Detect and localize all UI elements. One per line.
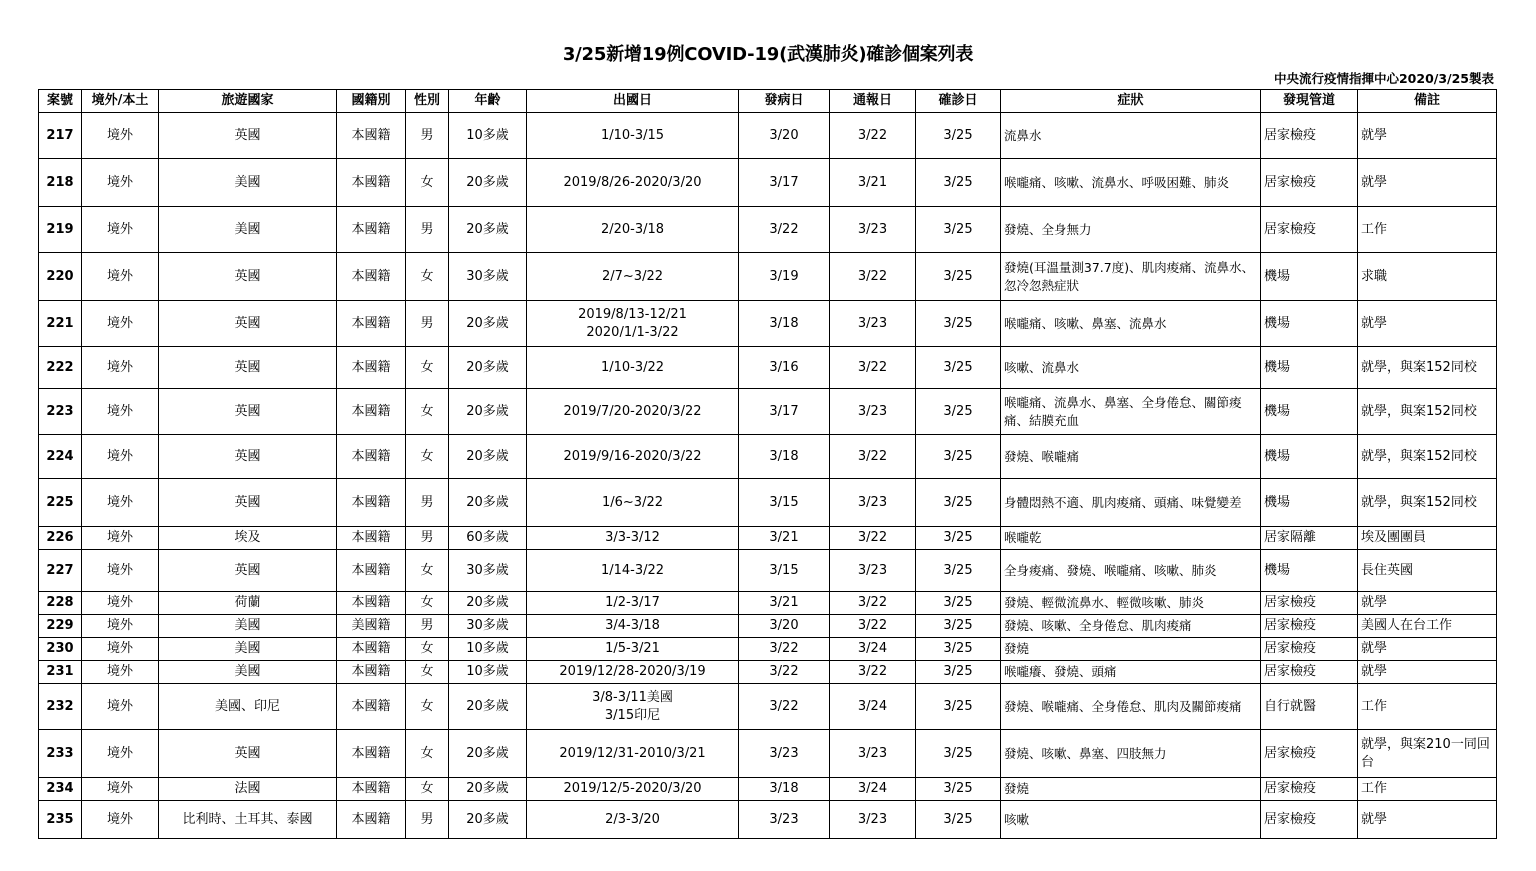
confirm-date-cell: 3/25: [916, 301, 1001, 347]
note-cell: 美國人在台工作: [1358, 615, 1497, 638]
sex-cell: 女: [406, 778, 449, 801]
departure-date-cell: 2019/7/20-2020/3/22: [527, 389, 739, 435]
onset-date-cell: 3/18: [739, 301, 830, 347]
departure-date-cell: 1/10-3/15: [527, 113, 739, 159]
departure-date-cell: 1/14-3/22: [527, 550, 739, 592]
case-id-cell: 226: [39, 527, 82, 550]
col-header-reported: 通報日: [830, 90, 916, 113]
onset-date-cell: 3/19: [739, 253, 830, 301]
report-date-cell: 3/22: [830, 253, 916, 301]
note-cell: 就學，與案152同校: [1358, 435, 1497, 479]
report-date-cell: 3/23: [830, 730, 916, 778]
departure-date-cell: 2019/8/26-2020/3/20: [527, 159, 739, 207]
col-header-symptoms: 症狀: [1001, 90, 1261, 113]
note-cell: 工作: [1358, 778, 1497, 801]
nationality-cell: 本國籍: [337, 778, 406, 801]
confirm-date-cell: 3/25: [916, 615, 1001, 638]
table-row: [39, 253, 1497, 301]
origin-cell: 境外: [82, 615, 159, 638]
note-cell: 就學: [1358, 801, 1497, 839]
case-id-cell: 228: [39, 592, 82, 615]
origin-cell: 境外: [82, 778, 159, 801]
col-header-confirmed: 確診日: [916, 90, 1001, 113]
discovery-channel-cell: 居家檢疫: [1261, 661, 1358, 684]
sex-cell: 女: [406, 730, 449, 778]
col-header-nationality: 國籍別: [337, 90, 406, 113]
col-header-channel: 發現管道: [1261, 90, 1358, 113]
note-cell: 就學: [1358, 592, 1497, 615]
case-id-cell: 232: [39, 684, 82, 730]
travel-country-cell: 英國: [159, 730, 337, 778]
discovery-channel-cell: 居家檢疫: [1261, 730, 1358, 778]
note-cell: 就學: [1358, 638, 1497, 661]
nationality-cell: 本國籍: [337, 661, 406, 684]
confirm-date-cell: 3/25: [916, 253, 1001, 301]
age-cell: 20多歲: [449, 778, 527, 801]
travel-country-cell: 英國: [159, 113, 337, 159]
confirm-date-cell: 3/25: [916, 113, 1001, 159]
onset-date-cell: 3/18: [739, 778, 830, 801]
confirm-date-cell: 3/25: [916, 801, 1001, 839]
confirm-date-cell: 3/25: [916, 661, 1001, 684]
travel-country-cell: 美國: [159, 661, 337, 684]
table-row: [39, 159, 1497, 207]
age-cell: 20多歲: [449, 479, 527, 527]
travel-country-cell: 荷蘭: [159, 592, 337, 615]
departure-date-cell: 2019/12/31-2010/3/21: [527, 730, 739, 778]
age-cell: 10多歲: [449, 661, 527, 684]
origin-cell: 境外: [82, 113, 159, 159]
note-cell: 埃及團團員: [1358, 527, 1497, 550]
travel-country-cell: 美國、印尼: [159, 684, 337, 730]
origin-cell: 境外: [82, 527, 159, 550]
departure-date-cell: 2/7~3/22: [527, 253, 739, 301]
travel-country-cell: 英國: [159, 389, 337, 435]
header-row: [39, 90, 1497, 113]
table-row: [39, 435, 1497, 479]
travel-country-cell: 英國: [159, 347, 337, 389]
discovery-channel-cell: 居家檢疫: [1261, 638, 1358, 661]
nationality-cell: 本國籍: [337, 435, 406, 479]
sex-cell: 男: [406, 301, 449, 347]
table-row: [39, 347, 1497, 389]
onset-date-cell: 3/22: [739, 207, 830, 253]
age-cell: 20多歲: [449, 347, 527, 389]
nationality-cell: 本國籍: [337, 550, 406, 592]
departure-date-cell: 1/2-3/17: [527, 592, 739, 615]
travel-country-cell: 英國: [159, 479, 337, 527]
symptoms-cell: 咳嗽: [1001, 801, 1261, 839]
note-cell: 工作: [1358, 684, 1497, 730]
travel-country-cell: 法國: [159, 778, 337, 801]
symptoms-cell: 喉嚨癢、發燒、頭痛: [1001, 661, 1261, 684]
case-table: [38, 89, 1497, 839]
age-cell: 20多歲: [449, 684, 527, 730]
travel-country-cell: 埃及: [159, 527, 337, 550]
sex-cell: 女: [406, 684, 449, 730]
case-id-cell: 217: [39, 113, 82, 159]
travel-country-cell: 比利時、土耳其、泰國: [159, 801, 337, 839]
age-cell: 30多歲: [449, 550, 527, 592]
table-row: [39, 301, 1497, 347]
travel-country-cell: 美國: [159, 615, 337, 638]
case-id-cell: 234: [39, 778, 82, 801]
nationality-cell: 美國籍: [337, 615, 406, 638]
case-id-cell: 222: [39, 347, 82, 389]
onset-date-cell: 3/22: [739, 661, 830, 684]
col-header-travel-country: 旅遊國家: [159, 90, 337, 113]
origin-cell: 境外: [82, 301, 159, 347]
travel-country-cell: 美國: [159, 638, 337, 661]
report-date-cell: 3/22: [830, 435, 916, 479]
origin-cell: 境外: [82, 550, 159, 592]
nationality-cell: 本國籍: [337, 730, 406, 778]
origin-cell: 境外: [82, 684, 159, 730]
departure-date-cell: 1/10-3/22: [527, 347, 739, 389]
report-date-cell: 3/24: [830, 638, 916, 661]
confirm-date-cell: 3/25: [916, 479, 1001, 527]
table-row: [39, 550, 1497, 592]
report-date-cell: 3/23: [830, 207, 916, 253]
discovery-channel-cell: 居家檢疫: [1261, 159, 1358, 207]
onset-date-cell: 3/21: [739, 527, 830, 550]
sex-cell: 男: [406, 801, 449, 839]
age-cell: 20多歲: [449, 435, 527, 479]
onset-date-cell: 3/20: [739, 615, 830, 638]
case-id-cell: 230: [39, 638, 82, 661]
travel-country-cell: 英國: [159, 550, 337, 592]
confirm-date-cell: 3/25: [916, 684, 1001, 730]
confirm-date-cell: 3/25: [916, 347, 1001, 389]
sex-cell: 女: [406, 661, 449, 684]
case-id-cell: 235: [39, 801, 82, 839]
table-row: [39, 615, 1497, 638]
confirm-date-cell: 3/25: [916, 550, 1001, 592]
report-date-cell: 3/24: [830, 684, 916, 730]
note-cell: 就學: [1358, 113, 1497, 159]
report-date-cell: 3/24: [830, 778, 916, 801]
travel-country-cell: 英國: [159, 301, 337, 347]
sex-cell: 男: [406, 207, 449, 253]
origin-cell: 境外: [82, 207, 159, 253]
case-id-cell: 227: [39, 550, 82, 592]
sex-cell: 女: [406, 253, 449, 301]
discovery-channel-cell: 機場: [1261, 347, 1358, 389]
symptoms-cell: 喉嚨乾: [1001, 527, 1261, 550]
report-date-cell: 3/22: [830, 661, 916, 684]
report-date-cell: 3/21: [830, 159, 916, 207]
table-row: [39, 389, 1497, 435]
sex-cell: 女: [406, 592, 449, 615]
nationality-cell: 本國籍: [337, 207, 406, 253]
note-cell: 就學，與案152同校: [1358, 347, 1497, 389]
case-id-cell: 231: [39, 661, 82, 684]
onset-date-cell: 3/21: [739, 592, 830, 615]
departure-date-cell: 2019/8/13-12/21 2020/1/1-3/22: [527, 301, 739, 347]
age-cell: 30多歲: [449, 615, 527, 638]
nationality-cell: 本國籍: [337, 592, 406, 615]
discovery-channel-cell: 居家檢疫: [1261, 113, 1358, 159]
confirm-date-cell: 3/25: [916, 207, 1001, 253]
table-row: [39, 684, 1497, 730]
sex-cell: 女: [406, 389, 449, 435]
note-cell: 工作: [1358, 207, 1497, 253]
note-cell: 就學，與案210一同回台: [1358, 730, 1497, 778]
case-id-cell: 223: [39, 389, 82, 435]
table-row: [39, 730, 1497, 778]
symptoms-cell: 發燒: [1001, 638, 1261, 661]
report-date-cell: 3/22: [830, 347, 916, 389]
departure-date-cell: 2019/12/28-2020/3/19: [527, 661, 739, 684]
age-cell: 20多歲: [449, 389, 527, 435]
symptoms-cell: 發燒、輕微流鼻水、輕微咳嗽、肺炎: [1001, 592, 1261, 615]
nationality-cell: 本國籍: [337, 389, 406, 435]
col-header-case-id: 案號: [39, 90, 82, 113]
sex-cell: 女: [406, 347, 449, 389]
discovery-channel-cell: 機場: [1261, 253, 1358, 301]
age-cell: 20多歲: [449, 801, 527, 839]
note-cell: 就學: [1358, 661, 1497, 684]
nationality-cell: 本國籍: [337, 113, 406, 159]
discovery-channel-cell: 機場: [1261, 301, 1358, 347]
case-id-cell: 224: [39, 435, 82, 479]
discovery-channel-cell: 居家檢疫: [1261, 615, 1358, 638]
onset-date-cell: 3/15: [739, 479, 830, 527]
travel-country-cell: 美國: [159, 159, 337, 207]
symptoms-cell: 全身痠痛、發燒、喉嚨痛、咳嗽、肺炎: [1001, 550, 1261, 592]
departure-date-cell: 1/6~3/22: [527, 479, 739, 527]
nationality-cell: 本國籍: [337, 527, 406, 550]
case-id-cell: 221: [39, 301, 82, 347]
nationality-cell: 本國籍: [337, 684, 406, 730]
onset-date-cell: 3/18: [739, 435, 830, 479]
discovery-channel-cell: 機場: [1261, 479, 1358, 527]
onset-date-cell: 3/22: [739, 684, 830, 730]
departure-date-cell: 1/5-3/21: [527, 638, 739, 661]
confirm-date-cell: 3/25: [916, 527, 1001, 550]
departure-date-cell: 2/3-3/20: [527, 801, 739, 839]
origin-cell: 境外: [82, 479, 159, 527]
col-header-departure: 出國日: [527, 90, 739, 113]
symptoms-cell: 發燒、喉嚨痛: [1001, 435, 1261, 479]
case-id-cell: 218: [39, 159, 82, 207]
confirm-date-cell: 3/25: [916, 592, 1001, 615]
symptoms-cell: 身體悶熱不適、肌肉痠痛、頭痛、味覺變差: [1001, 479, 1261, 527]
nationality-cell: 本國籍: [337, 638, 406, 661]
onset-date-cell: 3/17: [739, 159, 830, 207]
note-cell: 就學: [1358, 159, 1497, 207]
symptoms-cell: 發燒: [1001, 778, 1261, 801]
sex-cell: 男: [406, 479, 449, 527]
col-header-origin: 境外/本土: [82, 90, 159, 113]
origin-cell: 境外: [82, 592, 159, 615]
report-date-cell: 3/22: [830, 592, 916, 615]
page-title: 3/25新增19例COVID-19(武漢肺炎)確診個案列表: [562, 44, 974, 65]
table-row: [39, 778, 1497, 801]
nationality-cell: 本國籍: [337, 347, 406, 389]
col-header-age: 年齡: [449, 90, 527, 113]
onset-date-cell: 3/22: [739, 638, 830, 661]
symptoms-cell: 流鼻水: [1001, 113, 1261, 159]
symptoms-cell: 發燒、咳嗽、全身倦怠、肌肉痠痛: [1001, 615, 1261, 638]
age-cell: 20多歲: [449, 730, 527, 778]
departure-date-cell: 3/4-3/18: [527, 615, 739, 638]
age-cell: 30多歲: [449, 253, 527, 301]
confirm-date-cell: 3/25: [916, 435, 1001, 479]
note-cell: 就學: [1358, 301, 1497, 347]
case-id-cell: 225: [39, 479, 82, 527]
symptoms-cell: 咳嗽、流鼻水: [1001, 347, 1261, 389]
nationality-cell: 本國籍: [337, 801, 406, 839]
confirm-date-cell: 3/25: [916, 778, 1001, 801]
travel-country-cell: 英國: [159, 253, 337, 301]
onset-date-cell: 3/16: [739, 347, 830, 389]
age-cell: 10多歲: [449, 113, 527, 159]
discovery-channel-cell: 居家檢疫: [1261, 801, 1358, 839]
sex-cell: 女: [406, 159, 449, 207]
report-date-cell: 3/22: [830, 615, 916, 638]
departure-date-cell: 2/20-3/18: [527, 207, 739, 253]
travel-country-cell: 英國: [159, 435, 337, 479]
travel-country-cell: 美國: [159, 207, 337, 253]
origin-cell: 境外: [82, 347, 159, 389]
sex-cell: 男: [406, 527, 449, 550]
symptoms-cell: 發燒、咳嗽、鼻塞、四肢無力: [1001, 730, 1261, 778]
sex-cell: 男: [406, 615, 449, 638]
report-date-cell: 3/23: [830, 389, 916, 435]
symptoms-cell: 發燒、喉嚨痛、全身倦怠、肌肉及關節痠痛: [1001, 684, 1261, 730]
table-row: [39, 527, 1497, 550]
age-cell: 20多歲: [449, 207, 527, 253]
table-row: [39, 113, 1497, 159]
nationality-cell: 本國籍: [337, 479, 406, 527]
report-date-cell: 3/22: [830, 113, 916, 159]
discovery-channel-cell: 居家檢疫: [1261, 778, 1358, 801]
note-cell: 求職: [1358, 253, 1497, 301]
report-date-cell: 3/23: [830, 550, 916, 592]
discovery-channel-cell: 機場: [1261, 389, 1358, 435]
report-date-cell: 3/22: [830, 527, 916, 550]
symptoms-cell: 發燒(耳溫量測37.7度)、肌肉痠痛、流鼻水、忽冷忽熱症狀: [1001, 253, 1261, 301]
table-row: [39, 479, 1497, 527]
table-row: [39, 638, 1497, 661]
sex-cell: 女: [406, 435, 449, 479]
discovery-channel-cell: 居家檢疫: [1261, 592, 1358, 615]
table-row: [39, 592, 1497, 615]
nationality-cell: 本國籍: [337, 253, 406, 301]
origin-cell: 境外: [82, 253, 159, 301]
origin-cell: 境外: [82, 661, 159, 684]
origin-cell: 境外: [82, 435, 159, 479]
symptoms-cell: 喉嚨痛、咳嗽、流鼻水、呼吸困難、肺炎: [1001, 159, 1261, 207]
nationality-cell: 本國籍: [337, 301, 406, 347]
note-cell: 就學，與案152同校: [1358, 479, 1497, 527]
origin-cell: 境外: [82, 730, 159, 778]
issuer-line: 中央流行疫情指揮中心2020/3/25製表: [1273, 71, 1494, 86]
origin-cell: 境外: [82, 389, 159, 435]
sex-cell: 男: [406, 113, 449, 159]
sex-cell: 女: [406, 638, 449, 661]
discovery-channel-cell: 機場: [1261, 550, 1358, 592]
confirm-date-cell: 3/25: [916, 638, 1001, 661]
departure-date-cell: 3/8-3/11美國 3/15印尼: [527, 684, 739, 730]
departure-date-cell: 2019/9/16-2020/3/22: [527, 435, 739, 479]
note-cell: 長住英國: [1358, 550, 1497, 592]
confirm-date-cell: 3/25: [916, 730, 1001, 778]
age-cell: 10多歲: [449, 638, 527, 661]
origin-cell: 境外: [82, 638, 159, 661]
age-cell: 20多歲: [449, 592, 527, 615]
onset-date-cell: 3/23: [739, 730, 830, 778]
note-cell: 就學，與案152同校: [1358, 389, 1497, 435]
nationality-cell: 本國籍: [337, 159, 406, 207]
confirm-date-cell: 3/25: [916, 159, 1001, 207]
case-id-cell: 233: [39, 730, 82, 778]
discovery-channel-cell: 居家隔離: [1261, 527, 1358, 550]
case-id-cell: 219: [39, 207, 82, 253]
age-cell: 20多歲: [449, 301, 527, 347]
case-id-cell: 220: [39, 253, 82, 301]
table-row: [39, 207, 1497, 253]
age-cell: 20多歲: [449, 159, 527, 207]
confirm-date-cell: 3/25: [916, 389, 1001, 435]
onset-date-cell: 3/17: [739, 389, 830, 435]
age-cell: 60多歲: [449, 527, 527, 550]
discovery-channel-cell: 居家檢疫: [1261, 207, 1358, 253]
table-row: [39, 801, 1497, 839]
table-row: [39, 661, 1497, 684]
onset-date-cell: 3/23: [739, 801, 830, 839]
report-date-cell: 3/23: [830, 301, 916, 347]
report-date-cell: 3/23: [830, 479, 916, 527]
onset-date-cell: 3/15: [739, 550, 830, 592]
departure-date-cell: 2019/12/5-2020/3/20: [527, 778, 739, 801]
discovery-channel-cell: 自行就醫: [1261, 684, 1358, 730]
onset-date-cell: 3/20: [739, 113, 830, 159]
case-id-cell: 229: [39, 615, 82, 638]
col-header-onset: 發病日: [739, 90, 830, 113]
report-date-cell: 3/23: [830, 801, 916, 839]
departure-date-cell: 3/3-3/12: [527, 527, 739, 550]
symptoms-cell: 喉嚨痛、咳嗽、鼻塞、流鼻水: [1001, 301, 1261, 347]
sex-cell: 女: [406, 550, 449, 592]
col-header-sex: 性別: [406, 90, 449, 113]
symptoms-cell: 喉嚨痛、流鼻水、鼻塞、全身倦怠、關節痠痛、結膜充血: [1001, 389, 1261, 435]
origin-cell: 境外: [82, 159, 159, 207]
col-header-note: 備註: [1358, 90, 1497, 113]
origin-cell: 境外: [82, 801, 159, 839]
discovery-channel-cell: 機場: [1261, 435, 1358, 479]
symptoms-cell: 發燒、全身無力: [1001, 207, 1261, 253]
